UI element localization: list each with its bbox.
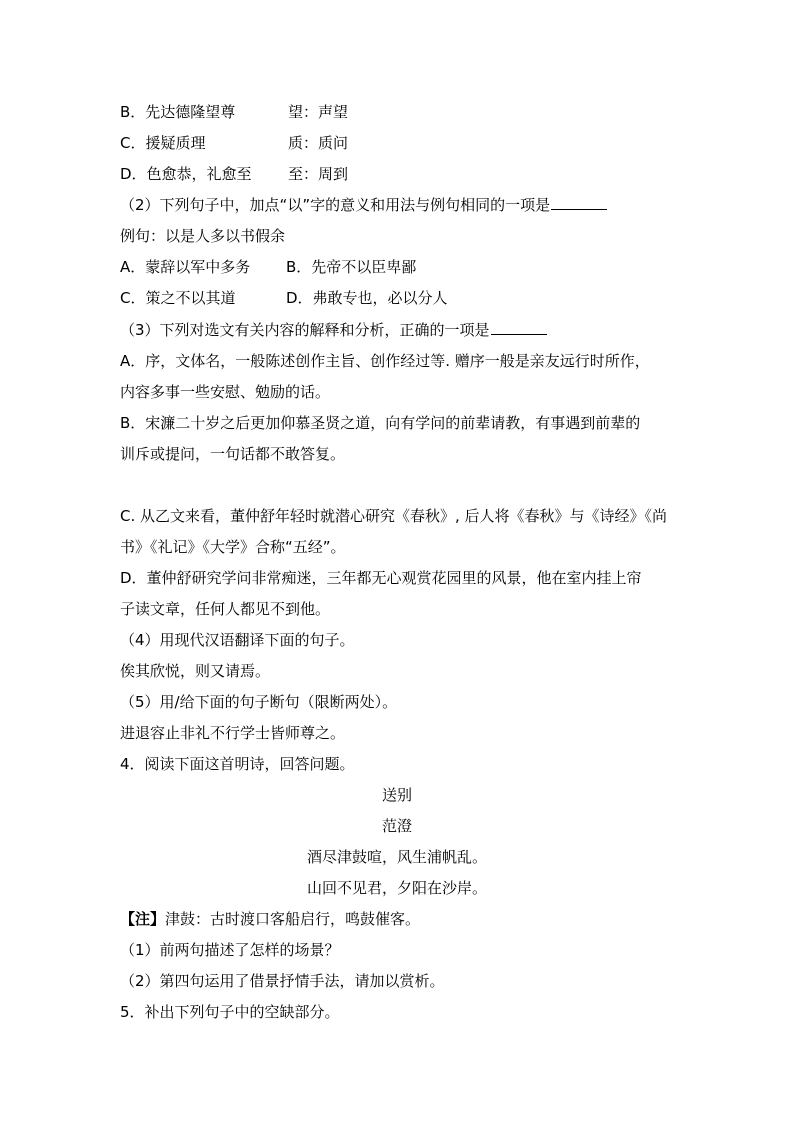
poem-title: 送别 [381,786,412,804]
stem-text: （2）下列句子中，加点“以”字的意义和用法与例句相同的一项是 [120,196,551,214]
question-3-5-sentence: 进退容止非礼不行学士皆师尊之。 [120,724,346,742]
question-3-4-stem: （4）用现代汉语翻译下面的句子。 [120,631,355,649]
poem-line-2: 山回不见君，夕阳在沙岸。 [306,879,487,897]
question-3-2-example: 例句：以是人多以书假余 [120,227,286,245]
option-c-term: C．援疑质理 [120,134,206,152]
question-4-stem: 4．阅读下面这首明诗，回答问题。 [120,755,355,773]
option-d-line1: D．董仲舒研究学问非常痴迷，三年都无心观赏花园里的风景，他在室内挂上帘 [120,569,642,587]
option-c-line2: 书》《礼记》《大学》合称“五经”。 [120,538,346,556]
poem-author: 范澄 [381,817,412,835]
option-b-line2: 训斥或提问，一句话都不敢答复。 [120,445,346,463]
option-b-line1: B．宋濂二十岁之后更加仰慕圣贤之道，向有学问的前辈请教，有事遇到前辈的 [120,414,641,432]
option-a: A．蒙辞以军中多务 [120,258,251,276]
question-3-5-stem: （5）用/给下面的句子断句（限断两处）。 [120,693,398,711]
question-4-sub-2: （2）第四句运用了借景抒情手法，请加以赏析。 [120,972,445,990]
stem-text: （3）下列对选文有关内容的解释和分析，正确的一项是 [120,321,490,339]
option-c-line [120,133,680,153]
option-d: D．弗敢专也，必以分人 [286,289,448,307]
answer-blank [491,320,547,335]
option-b-gloss: 望：声望 [288,103,349,121]
option-c-line1: C. 从乙文来看，董仲舒年轻时就潜心研究《春秋》, 后人将《春秋》与《诗经》《尚 [120,507,668,525]
option-b: B．先帝不以臣卑鄙 [286,258,417,276]
answer-blank [551,195,607,210]
note-mark: 【注】 [120,910,166,928]
question-3-2-options-ab [120,257,680,277]
option-b-term: B．先达德隆望尊 [120,103,236,121]
option-d-line2: 子读文章，任何人都见不到他。 [120,600,331,618]
question-3-2-options-cd [120,288,680,308]
poem-line-1: 酒尽津鼓喧，风生浦帆乱。 [306,848,487,866]
note-text: 津鼓：古时渡口客船启行，鸣鼓催客。 [165,910,421,928]
question-3-4-sentence: 俟其欣悦，则又请焉。 [120,662,271,680]
option-c-gloss: 质：质问 [288,134,349,152]
question-3-3-stem [120,320,680,340]
option-b-line [120,102,680,122]
option-c: C．策之不以其道 [120,289,236,307]
option-d-line [120,164,680,184]
poem-note [120,909,680,929]
option-a-line1: A．序，文体名，一般陈述创作主旨、创作经过等. 赠序一般是亲友远行时所作， [120,352,650,370]
option-d-gloss: 至：周到 [288,165,349,183]
question-4-sub-1: （1）前两句描述了怎样的场景？ [120,941,340,959]
question-5-stem: 5．补出下列句子中的空缺部分。 [120,1003,340,1021]
option-a-line2: 内容多事一些安慰、勉励的话。 [120,383,331,401]
question-3-2-stem [120,195,680,215]
option-d-term: D．色愈恭，礼愈至 [120,165,252,183]
